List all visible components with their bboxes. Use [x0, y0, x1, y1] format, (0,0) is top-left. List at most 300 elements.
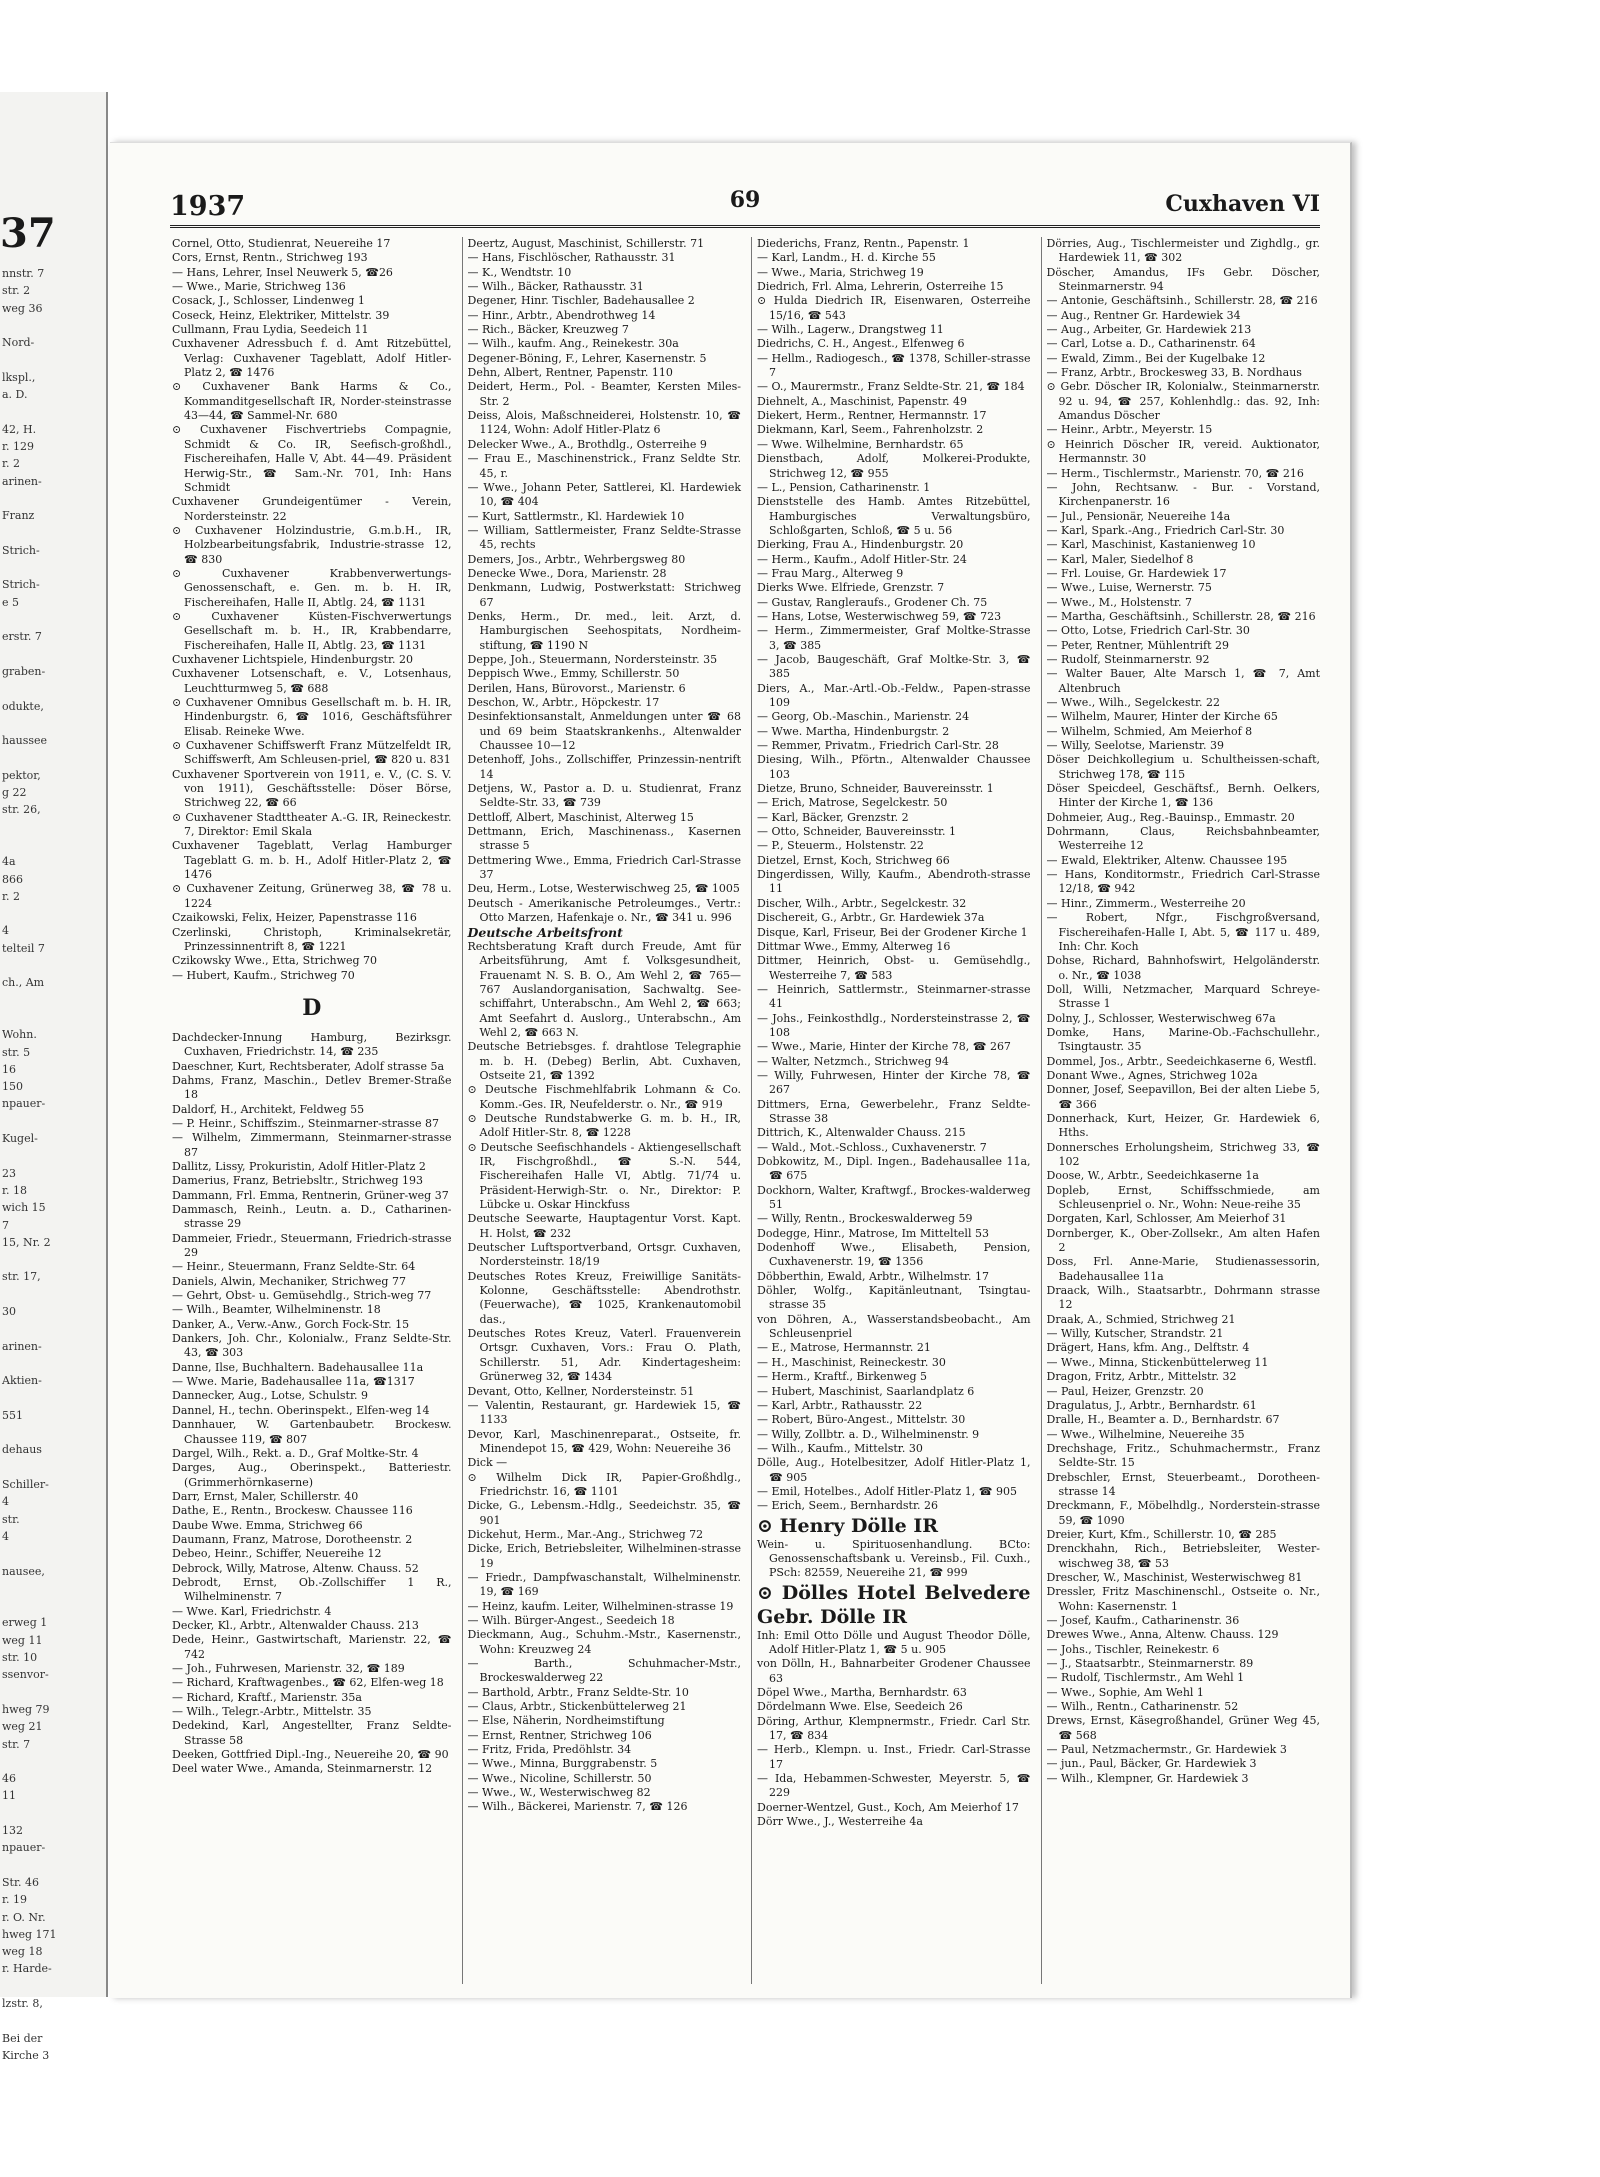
directory-entry: Donnerhack, Kurt, Heizer, Gr. Hardewiek 6, Hths.	[1046, 1111, 1320, 1140]
directory-entry: Damerius, Franz, Betriebsltr., Strichweg 193	[172, 1174, 424, 1188]
directory-entry: — Peter, Rentner, Mühlentrift 29	[1046, 638, 1230, 652]
directory-entry: — Ernst, Rentner, Strichweg 106	[467, 1728, 652, 1742]
directory-entry: ⊙ Heinrich Döscher IR, vereid. Auktionator, Hermannstr. 30	[1046, 437, 1320, 466]
previous-page-text-fragment: weg 11	[2, 1633, 43, 1647]
directory-entry: Dodegge, Hinr., Matrose, Im Mitteltell 53	[757, 1226, 989, 1240]
directory-entry: Deutsches Rotes Kreuz, Vaterl. Frauenverein Ortsgr. Cuxhaven, Vors.: Frau O. Plath, Schillerstr. 51, Adr. Kindertagesheim: Grünerweg 32, ☎ 1434	[467, 1327, 741, 1384]
previous-page-text-fragment: r. 18	[2, 1183, 28, 1197]
directory-entry: — Hans, Konditormstr., Friedrich Carl-Strasse 12/18, ☎ 942	[1046, 868, 1320, 896]
directory-entry: — K., Wendtstr. 10	[467, 265, 572, 279]
directory-entry: Donnersches Erholungsheim, Strichweg 33, ☎ 102	[1046, 1140, 1320, 1168]
previous-page-text-fragment: arinen-	[2, 474, 42, 488]
directory-entry: Cuxhavener Adressbuch f. d. Amt Ritzebüttel, Verlag: Cuxhavener Tageblatt, Adolf Hitler-Platz 2, ☎ 1476	[172, 337, 452, 380]
directory-entry: — Georg, Ob.-Maschin., Marienstr. 24	[757, 710, 970, 724]
directory-entry: Dicke, G., Lebensm.-Hdlg., Seedeichstr. 35, ☎ 901	[467, 1499, 741, 1527]
previous-page-text-fragment: 42, H.	[2, 422, 37, 436]
directory-entry: Dettmering Wwe., Emma, Friedrich Carl-Strasse 37	[467, 853, 741, 882]
previous-page-text-fragment: 4	[2, 1495, 9, 1509]
directory-entry: — Ewald, Elektriker, Altenw. Chaussee 195	[1046, 853, 1288, 867]
directory-entry: — Wwe., Minna, Stickenbüttelerweg 11	[1046, 1355, 1269, 1369]
directory-entry: Dragulatus, J., Arbtr., Bernhardstr. 61	[1046, 1398, 1257, 1412]
directory-entry: Denecke Wwe., Dora, Marienstr. 28	[467, 566, 667, 580]
directory-entry: Doerner-Wentzel, Gust., Koch, Am Meierhof 17	[757, 1800, 1019, 1814]
directory-entry: Dammasch, Reinh., Leutn. a. D., Catharinen-strasse 29	[172, 1203, 452, 1231]
directory-entry: — Rudolf, Steinmarnerstr. 92	[1046, 652, 1210, 666]
directory-entry: Degener, Hinr. Tischler, Badehausallee 2	[467, 294, 695, 308]
directory-entry: Dede, Heinr., Gastwirtschaft, Marienstr. 22, ☎ 742	[172, 1633, 452, 1661]
previous-page-text-fragment: weg 36	[2, 301, 43, 315]
previous-page-text-fragment: erweg 1	[2, 1616, 48, 1630]
directory-entry: Desinfektionsanstalt, Anmeldungen unter ☎ 68 und 69 beim Staatskrankenhs., Altenwalder Chaussee 10—12	[467, 710, 741, 753]
directory-entry: Dördelmann Wwe. Else, Seedeich 26	[757, 1700, 963, 1714]
directory-entry: — Josef, Kaufm., Catharinenstr. 36	[1046, 1614, 1240, 1627]
previous-page-number: 37	[0, 210, 56, 257]
directory-entry: — Walter, Netzmch., Strichweg 94	[757, 1054, 949, 1068]
directory-entry: Dobkowitz, M., Dipl. Ingen., Badehausallee 11a, ☎ 675	[757, 1155, 1031, 1183]
directory-entry: Döpel Wwe., Martha, Bernhardstr. 63	[757, 1686, 967, 1699]
previous-page-text-fragment: odukte,	[2, 699, 44, 713]
previous-page-text-fragment: npauer-	[2, 1097, 46, 1111]
directory-entry: Dorgaten, Karl, Schlosser, Am Meierhof 31	[1046, 1212, 1287, 1226]
directory-entry: — Wilh., Klempner, Gr. Hardewiek 3	[1046, 1771, 1249, 1785]
directory-entry: ⊙ Gebr. Döscher IR, Kolonialw., Steinmarnerstr. 92 u. 94, ☎ 257, Kohlenhdlg.: das. 92, Inh: Amandus Döscher	[1046, 380, 1320, 423]
directory-entry: Draack, Wilh., Staatsarbtr., Dohrmann strasse 12	[1046, 1284, 1320, 1312]
previous-page-text-fragment: lkspl.,	[2, 370, 36, 384]
directory-entry: Dreckmann, F., Möbelhdlg., Norderstein-strasse 59, ☎ 1090	[1046, 1499, 1320, 1527]
previous-page-text-fragment: Aktien-	[2, 1374, 42, 1388]
directory-entry: — Gehrt, Obst- u. Gemüsehdlg., Strich-weg 77	[172, 1289, 432, 1303]
previous-page-text-fragment: 4	[2, 1529, 9, 1543]
directory-entry: Drägert, Hans, kfm. Ang., Delftstr. 4	[1046, 1341, 1250, 1355]
directory-entry: — Hinr., Zimmerm., Westerreihe 20	[1046, 896, 1246, 910]
directory-entry: — Wilh., Rentn., Catharinenstr. 52	[1046, 1700, 1239, 1714]
directory-entry: — E., Matrose, Hermannstr. 21	[757, 1341, 931, 1355]
directory-column-2	[462, 237, 742, 1984]
directory-entry: — Herb., Klempn. u. Inst., Friedr. Carl-Strasse 17	[757, 1743, 1031, 1771]
previous-page-text-fragment: r. O. Nr.	[2, 1910, 46, 1924]
directory-entry: Dommel, Jos., Arbtr., Seedeichkaserne 6, Westfl.	[1046, 1054, 1317, 1068]
directory-entry: Dornberger, K., Ober-Zollsekr., Am alten Hafen 2	[1046, 1226, 1320, 1255]
directory-entry: Deschon, W., Arbtr., Höpckestr. 17	[467, 696, 660, 709]
directory-entry: Deutsche Arbeitsfront	[467, 924, 623, 940]
directory-entry: Diedrichs, C. H., Angest., Elfenweg 6	[757, 337, 965, 351]
directory-entry: — Wilhelm, Zimmermann, Steinmarner-strasse 87	[172, 1131, 452, 1159]
previous-page-text-fragment: r. 19	[2, 1893, 28, 1907]
directory-entry: — Ida, Hebammen-Schwester, Meyerstr. 5, ☎ 229	[757, 1772, 1031, 1800]
directory-entry: Dehn, Albert, Rentner, Papenstr. 110	[467, 366, 673, 380]
directory-entry: Deutsche Seewarte, Hauptagentur Vorst. Kapt. H. Holst, ☎ 232	[467, 1212, 741, 1240]
directory-entry: Devant, Otto, Kellner, Nordersteinstr. 51	[467, 1384, 695, 1398]
directory-entry: Diehnelt, A., Maschinist, Papenstr. 49	[757, 394, 967, 408]
directory-entry: Deppe, Joh., Steuermann, Nordersteinstr. 35	[467, 652, 718, 666]
directory-entry: ⊙ Deutsche Rundstabwerke G. m. b. H., IR, Adolf Hitler-Str. 8, ☎ 1228	[467, 1111, 741, 1140]
directory-entry: ⊙ Cuxhavener Fischvertriebs Compagnie, Schmidt & Co. IR, Seefisch-großhdl., Fischereihafen, Halle V, Abt. 44—49. Präsident Herwig-Str., ☎ Sam.-Nr. 701, Inh: Hans Schmidt	[172, 423, 452, 494]
directory-entry: — Jacob, Baugeschäft, Graf Moltke-Str. 3, ☎ 385	[757, 652, 1031, 681]
directory-entry: Döscher, Amandus, IFs Gebr. Döscher, Steinmarnerstr. 94	[1046, 265, 1320, 294]
directory-entry: — Karl, Maler, Siedelhof 8	[1046, 552, 1194, 566]
directory-entry: Dannhauer, W. Gartenbaubetr. Brockesw. Chaussee 119, ☎ 807	[172, 1418, 452, 1446]
directory-entry: Dienstbach, Adolf, Molkerei-Produkte, Strichweg 12, ☎ 955	[757, 452, 1031, 480]
directory-entry: Dörr Wwe., J., Westerreihe 4a	[757, 1815, 923, 1829]
directory-entry: Dralle, H., Beamter a. D., Bernhardstr. 67	[1046, 1413, 1280, 1427]
directory-column-3	[751, 237, 1031, 1984]
previous-page-text-fragment: npauer-	[2, 1841, 46, 1855]
previous-page-text-fragment: Nord-	[2, 336, 35, 350]
directory-entry: — L., Pension, Catharinenstr. 1	[757, 480, 931, 494]
page-number: 69	[729, 187, 761, 213]
directory-entry: — Willy, Fuhrwesen, Hinter der Kirche 78, ☎ 267	[757, 1068, 1031, 1097]
directory-entry: Decker, Kl., Arbtr., Altenwalder Chauss. 213	[172, 1618, 419, 1632]
directory-entry: Dohmeier, Aug., Reg.-Bauinsp., Emmastr. 20	[1046, 810, 1295, 824]
directory-entry: Rechtsberatung Kraft durch Freude, Amt für Arbeitsführung, Amt f. Volksgesundheit, Frauenamt N. S. B. O., Am Wehl 2, ☎ 765—767 Auslandorganisation, Sachwaltg. See-schiffahrt, Unterabschn., Am Wehl 2, ☎ 663; Amt Seefahrt d. Auslorg., Unterabschn., Am Wehl 2, ☎ 663 N.	[467, 939, 741, 1039]
directory-entry: Drebschler, Ernst, Steuerbeamt., Dorotheen-strasse 14	[1046, 1470, 1320, 1498]
directory-entry: — Wwe., M., Holstenstr. 7	[1046, 595, 1192, 609]
directory-entry: — Heinrich, Sattlermstr., Steinmarner-strasse 41	[757, 982, 1031, 1011]
previous-page-text-fragment: hweg 171	[2, 1927, 57, 1941]
directory-entry: Deiss, Alois, Maßschneiderei, Holstenstr. 10, ☎ 1124, Wohn: Adolf Hitler-Platz 6	[467, 409, 741, 437]
previous-page-text-fragment: nausee,	[2, 1564, 45, 1578]
previous-page-text-fragment: 15, Nr. 2	[2, 1235, 51, 1249]
directory-entry: — Jul., Pensionär, Neuereihe 14a	[1046, 509, 1231, 523]
directory-entry: Dressler, Fritz Maschinenschl., Ostseite o. Nr., Wohn: Kasernenstr. 1	[1046, 1585, 1320, 1613]
directory-entry: Danker, A., Verw.-Anw., Gorch Fock-Str. 15	[172, 1317, 410, 1331]
directory-entry: — Wwe. Wilhelmine, Bernhardstr. 65	[757, 437, 964, 451]
directory-entry: Dannel, H., techn. Oberinspekt., Elfen-weg 14	[172, 1403, 430, 1417]
directory-entry: Doll, Willi, Netzmacher, Marquard Schreye-Strasse 1	[1046, 982, 1320, 1011]
directory-entry: — Herm., Zimmermeister, Graf Moltke-Strasse 3, ☎ 385	[757, 624, 1031, 652]
previous-page-text-fragment: Strich-	[2, 578, 40, 592]
directory-entry: — Hellm., Radiogesch., ☎ 1378, Schiller-strasse 7	[757, 351, 1031, 380]
directory-entry: — Ewald, Zimm., Bei der Kugelbake 12	[1046, 351, 1266, 365]
directory-entry: — Else, Näherin, Nordheimstiftung	[467, 1714, 665, 1728]
directory-column-1	[172, 237, 452, 1984]
directory-entry: — Wwe. Karl, Friedrichstr. 4	[172, 1604, 332, 1618]
previous-page-text-fragment: graben-	[2, 664, 46, 678]
directory-entry: Devor, Karl, Maschinenreparat., Ostseite, fr. Minendepot 15, ☎ 429, Wohn: Neuereihe 36	[467, 1427, 741, 1455]
previous-page-text-fragment: 30	[2, 1305, 16, 1318]
directory-entry: Döring, Arthur, Klempnermstr., Friedr. Carl Str. 17, ☎ 834	[757, 1714, 1031, 1743]
directory-entry: ⊙ Cuxhavener Holzindustrie, G.m.b.H., IR, Holzbearbeitungsfabrik, Industrie-strasse 12, ☎ 830	[172, 523, 452, 566]
directory-entry: Donant Wwe., Agnes, Strichweg 102a	[1046, 1068, 1258, 1082]
previous-page-text-fragment: haussee	[2, 734, 48, 748]
directory-columns	[172, 237, 1320, 1984]
previous-page-fragment	[0, 92, 108, 2062]
directory-entry: Dolny, J., Schlosser, Westerwischweg 67a	[1046, 1011, 1276, 1025]
directory-entry: — Wwe., Nicoline, Schillerstr. 50	[467, 1771, 652, 1785]
directory-entry: Dörries, Aug., Tischlermeister und Zighdlg., gr. Hardewiek 11, ☎ 302	[1046, 237, 1320, 265]
directory-entry: Dathe, E., Rentn., Brockesw. Chaussee 116	[172, 1504, 413, 1518]
previous-page-text-fragment: str. 10	[2, 1651, 38, 1664]
directory-entry: Drenckhahn, Rich., Betriebsleiter, Wester-wischweg 38, ☎ 53	[1046, 1542, 1320, 1570]
directory-entry: — Wwe., Wilh., Segelckestr. 22	[1046, 696, 1220, 709]
directory-entry: — P. Heinr., Schiffszim., Steinmarner-strasse 87	[172, 1116, 439, 1130]
directory-entry: Diers, A., Mar.-Artl.-Ob.-Feldw., Papen-strasse 109	[757, 681, 1031, 709]
directory-entry: — John, Rechtsanw. - Bur. - Vorstand, Kirchenpanerstr. 16	[1046, 480, 1320, 509]
directory-entry: ⊙ Cuxhavener Krabbenverwertungs-Genossenschaft, e. Gen. m. b. H. IR, Fischereihafen, Halle II, Abtlg. 24, ☎ 1131	[172, 566, 452, 609]
directory-entry: — Aug., Arbeiter, Gr. Hardewiek 213	[1046, 323, 1252, 337]
directory-entry: — Martha, Geschäftsinh., Schillerstr. 28, ☎ 216	[1046, 609, 1316, 623]
directory-entry: ⊙ Henry Dölle IR	[757, 1514, 939, 1537]
directory-entry: — Wilh. Bürger-Angest., Seedeich 18	[467, 1614, 675, 1627]
directory-entry: Diederichs, Franz, Rentn., Papenstr. 1	[757, 237, 970, 250]
directory-entry: — Wilh., Bäcker, Rathausstr. 31	[467, 280, 644, 294]
directory-entry: Dargel, Wilh., Rekt. a. D., Graf Moltke-Str. 4	[172, 1446, 419, 1460]
directory-entry: Dittmar Wwe., Emmy, Alterweg 16	[757, 939, 951, 953]
directory-entry: Dietzel, Ernst, Koch, Strichweg 66	[757, 853, 950, 867]
directory-entry: Döser Deichkollegium u. Schultheissen-schaft, Strichweg 178, ☎ 115	[1046, 753, 1320, 781]
directory-entry: — Johs., Feinkosthdlg., Nordersteinstrasse 2, ☎ 108	[757, 1011, 1031, 1039]
directory-entry: Döhler, Wolfg., Kapitänleutnant, Tsingtau-strasse 35	[757, 1284, 1031, 1312]
directory-entry: — Carl, Lotse a. D., Catharinenstr. 64	[1046, 337, 1256, 351]
previous-page-text-fragment: 23	[2, 1166, 16, 1180]
previous-page-text-fragment: 46	[2, 1772, 16, 1786]
previous-page-text-fragment: str. 17,	[2, 1270, 41, 1284]
directory-entry: ⊙ Cuxhavener Bank Harms & Co., Kommanditgesellschaft IR, Norder-steinstrasse 43—44, ☎ Sammel-Nr. 680	[172, 380, 452, 423]
directory-entry: Cosack, J., Schlosser, Lindenweg 1	[172, 294, 365, 308]
previous-page-text-fragment: Kugel-	[2, 1132, 38, 1145]
directory-entry: Dölle, Aug., Hotelbesitzer, Adolf Hitler-Platz 1, ☎ 905	[757, 1456, 1031, 1484]
directory-entry: Danne, Ilse, Buchhaltern. Badehausallee 11a	[172, 1360, 424, 1374]
directory-entry: von Dölln, H., Bahnarbeiter Grodener Chaussee 63	[757, 1657, 1031, 1685]
directory-entry: Döbberthin, Ewald, Arbtr., Wilhelmstr. 17	[757, 1269, 989, 1283]
previous-page-text-fragment: dehaus	[2, 1443, 42, 1457]
directory-entry: — Fritz, Frida, Predöhlstr. 34	[467, 1743, 632, 1757]
previous-page-text-fragment: wich 15	[2, 1201, 46, 1215]
previous-page-text-fragment: telteil 7	[2, 941, 45, 955]
previous-page-text-fragment: lzstr. 8,	[2, 1997, 43, 2010]
directory-entry: Drechshage, Fritz., Schuhmachermstr., Franz Seldte-Str. 15	[1046, 1441, 1320, 1470]
directory-entry: Dreier, Kurt, Kfm., Schillerstr. 10, ☎ 285	[1046, 1527, 1277, 1541]
directory-entry: Dettmann, Erich, Maschinenass., Kasernen strasse 5	[467, 825, 741, 853]
directory-entry: — Hinr., Arbtr., Abendrothweg 14	[467, 308, 656, 322]
previous-page-text-fragment: ssenvor-	[2, 1668, 49, 1682]
directory-entry: ⊙ Cuxhavener Omnibus Gesellschaft m. b. H. IR, Hindenburgstr. 6, ☎ 1016, Geschäftsführer Elisab. Reineke Wwe.	[172, 696, 452, 738]
directory-entry: — Kurt, Sattlermstr., Kl. Hardewiek 10	[467, 509, 685, 523]
directory-entry: — Rudolf, Tischlermstr., Am Wehl 1	[1046, 1671, 1245, 1685]
previous-page-text-fragment: weg 18	[2, 1945, 43, 1959]
directory-entry: — Wwe., W., Westerwischweg 82	[467, 1786, 651, 1800]
previous-page-text-fragment: r. Harde-	[2, 1962, 52, 1976]
directory-entry: — Hans, Lehrer, Insel Neuwerk 5, ☎26	[172, 265, 393, 279]
page-city-title: Cuxhaven VI	[1165, 191, 1320, 217]
directory-entry: — Frau Marg., Alterweg 9	[757, 566, 904, 580]
directory-entry: Diekmann, Karl, Seem., Fahrenholzstr. 2	[757, 423, 984, 437]
previous-page-text-fragment: 551	[2, 1408, 23, 1422]
directory-entry: Dettloff, Albert, Maschinist, Alterweg 15	[467, 810, 694, 824]
directory-entry: Diesing, Wilh., Pförtn., Altenwalder Chaussee 103	[757, 753, 1031, 781]
previous-page-text-fragment: 866	[2, 872, 23, 886]
directory-entry: Dankers, Joh. Chr., Kolonialw., Franz Seldte-Str. 43, ☎ 303	[172, 1332, 452, 1360]
directory-entry: — Wilh., Beamter, Wilhelminenstr. 18	[172, 1303, 381, 1317]
directory-entry: von Döhren, A., Wasserstandsbeobacht., Am Schleusenpriel	[757, 1312, 1031, 1341]
directory-entry: Domke, Hans, Marine-Ob.-Fachschullehr., Tsingtaustr. 35	[1046, 1025, 1320, 1054]
directory-entry: Cors, Ernst, Rentn., Strichweg 193	[172, 251, 368, 265]
directory-entry: Diekert, Herm., Rentner, Hermannstr. 17	[757, 409, 987, 423]
directory-entry: Dieckmann, Aug., Schuhm.-Mstr., Kasernenstr., Wohn: Kreuzweg 24	[467, 1628, 741, 1656]
directory-entry: Delecker Wwe., A., Brothdlg., Osterreihe 9	[467, 437, 707, 451]
directory-entry: — Otto, Schneider, Bauvereinsstr. 1	[757, 825, 957, 839]
directory-entry: Czerlinski, Christoph, Kriminalsekretär, Prinzessinnentrift 8, ☎ 1221	[172, 925, 452, 953]
directory-entry: Dedekind, Karl, Angestellter, Franz Seldte-Strasse 58	[172, 1719, 452, 1747]
directory-entry: Draak, A., Schmied, Strichweg 21	[1046, 1312, 1236, 1326]
directory-entry: — Herm., Kraftf., Birkenweg 5	[757, 1370, 928, 1384]
directory-entry: — Robert, Nfgr., Fischgroßversand, Fischereihafen-Halle I, Abt. 5, ☎ 117 u. 489, Inh: Chr. Koch	[1046, 911, 1320, 953]
directory-entry: — Wwe., Johann Peter, Sattlerei, Kl. Hardewiek 10, ☎ 404	[467, 480, 741, 509]
directory-entry: Disque, Karl, Friseur, Bei der Grodener Kirche 1	[757, 925, 1028, 939]
directory-entry: Cullmann, Frau Lydia, Seedeich 11	[172, 323, 369, 337]
directory-entry: — Gustav, Rangleraufs., Grodener Ch. 75	[757, 595, 988, 609]
directory-entry: — Wilh., kaufm. Ang., Reinekestr. 30a	[467, 337, 679, 351]
directory-entry: — Remmer, Privatm., Friedrich Carl-Str. 28	[757, 739, 999, 753]
directory-entry: Cuxhavener Tageblatt, Verlag Hamburger Tageblatt G. m. b. H., Adolf Hitler-Platz 2, ☎ 1476	[172, 839, 452, 882]
previous-page-text-fragment: Bei der	[2, 2031, 43, 2045]
directory-entry: — Willy, Kutscher, Strandstr. 21	[1046, 1327, 1224, 1341]
directory-entry: Dragon, Fritz, Arbtr., Mittelstr. 32	[1046, 1370, 1237, 1384]
directory-entry: — Wwe. Marie, Badehausallee 11a, ☎1317	[172, 1375, 415, 1389]
directory-entry: — Barthold, Arbtr., Franz Seldte-Str. 10	[467, 1685, 689, 1699]
directory-entry: Dick —	[467, 1456, 508, 1470]
directory-entry: Dammeier, Friedr., Steuermann, Friedrich-strasse 29	[172, 1231, 452, 1260]
directory-entry: — Rich., Bäcker, Kreuzweg 7	[467, 323, 629, 337]
directory-entry: ⊙ Deutsche Fischmehlfabrik Lohmann & Co. Komm.-Ges. IR, Neufelderstr. o. Nr., ☎ 919	[467, 1083, 741, 1111]
directory-entry: Doss, Frl. Anne-Marie, Studienassessorin, Badehausallee 11a	[1046, 1255, 1320, 1283]
directory-entry: Dierks Wwe. Elfriede, Grenzstr. 7	[757, 581, 945, 595]
directory-entry: — Richard, Kraftwagenbes., ☎ 62, Elfen-weg 18	[172, 1676, 444, 1690]
directory-entry: — Heinr., Steuermann, Franz Seldte-Str. 64	[172, 1260, 416, 1274]
directory-entry: — Claus, Arbtr., Stickenbüttelerweg 21	[467, 1700, 687, 1714]
directory-entry: Daniels, Alwin, Mechaniker, Strichweg 77	[172, 1274, 406, 1288]
directory-entry: — Hubert, Kaufm., Strichweg 70	[172, 968, 355, 982]
directory-entry: Debrodt, Ernst, Ob.-Zollschiffer 1 R., Wilhelminenstr. 7	[172, 1575, 452, 1604]
directory-entry: Cuxhavener Lotsenschaft, e. V., Lotsenhaus, Leuchtturmweg 5, ☎ 688	[172, 667, 452, 695]
directory-entry: Coseck, Heinz, Elektriker, Mittelstr. 39	[172, 308, 390, 322]
directory-entry: Deutsches Rotes Kreuz, Freiwillige Sanitäts-Kolonne, Geschäftsstelle: Abendrothstr. (Feuerwache), ☎ 1025, Krankenautomobil das.,	[467, 1269, 741, 1326]
directory-entry: ⊙ Cuxhavener Stadttheater A.-G. IR, Reineckestr. 7, Direktor: Emil Skala	[172, 810, 452, 839]
directory-entry: — Heinr., Arbtr., Meyerstr. 15	[1046, 423, 1213, 437]
directory-entry: — Karl, Arbtr., Rathausstr. 22	[757, 1398, 923, 1412]
directory-entry: — Hans, Lotse, Westerwischweg 59, ☎ 723	[757, 609, 1002, 623]
previous-page-text-fragment: r. 129	[2, 440, 35, 453]
directory-entry: — Wilh., Telegr.-Arbtr., Mittelstr. 35	[172, 1705, 372, 1719]
directory-entry: — Emil, Hotelbes., Adolf Hitler-Platz 1, ☎ 905	[757, 1484, 1017, 1498]
directory-entry: Dahms, Franz, Maschin., Detlev Bremer-Straße 18	[172, 1073, 452, 1102]
directory-entry: — Wilhelm, Maurer, Hinter der Kirche 65	[1046, 710, 1278, 724]
directory-entry: Donner, Josef, Seepavillon, Bei der alten Liebe 5, ☎ 366	[1046, 1083, 1320, 1111]
directory-entry: Dingerdissen, Willy, Kaufm., Abendroth-strasse 11	[757, 868, 1031, 896]
previous-page-text-fragment: g 22	[2, 786, 27, 799]
previous-page-text-fragment: arinen-	[2, 1339, 42, 1353]
previous-page-text-fragment: 132	[2, 1824, 23, 1837]
directory-entry: — Wwe., Marie, Strichweg 136	[172, 280, 346, 294]
directory-entry: Dienststelle des Hamb. Amtes Ritzebüttel, Hamburgisches Verwaltungsbüro, Schloßgarten, Schloß, ☎ 5 u. 56	[757, 495, 1031, 537]
directory-entry: ⊙ Hulda Diedrich IR, Eisenwaren, Osterreihe 15/16, ☎ 543	[757, 294, 1031, 322]
previous-page-text-fragment: weg 21	[2, 1720, 43, 1734]
directory-entry: Dischereit, G., Arbtr., Gr. Hardewiek 37a	[757, 911, 985, 925]
previous-page-text-fragment: 4	[2, 924, 9, 938]
directory-entry: — Hubert, Maschinist, Saarlandplatz 6	[757, 1384, 975, 1398]
previous-page-text-fragment: hweg 79	[2, 1702, 50, 1716]
directory-entry: — Frau E., Maschinenstrick., Franz Seldte Str. 45, r.	[467, 452, 741, 480]
directory-entry: — Richard, Kraftf., Marienstr. 35a	[172, 1690, 362, 1704]
directory-entry: Dohrmann, Claus, Reichsbahnbeamter, Westerreihe 12	[1046, 825, 1320, 853]
directory-entry: — Wwe., Maria, Strichweg 19	[757, 265, 924, 279]
directory-entry: Darges, Aug., Oberinspekt., Batteriestr. (Grimmerhörnkaserne)	[172, 1461, 452, 1489]
previous-page-text-fragment: ch., Am	[2, 976, 45, 990]
directory-page	[110, 142, 1352, 1998]
directory-entry: Denks, Herm., Dr. med., leit. Arzt, d. Hamburgischen Seehospitats, Nordheim-stiftung, ☎ 1190 N	[467, 609, 741, 652]
directory-entry: Darr, Ernst, Maler, Schillerstr. 40	[172, 1489, 359, 1503]
directory-entry: Dohse, Richard, Bahnhofswirt, Helgoländerstr. o. Nr., ☎ 1038	[1046, 954, 1320, 982]
directory-entry: Dittrich, K., Altenwalder Chauss. 215	[757, 1126, 966, 1140]
directory-column-4	[1041, 237, 1321, 1984]
previous-page-text-fragment: Kirche 3	[2, 2048, 50, 2062]
directory-entry: Dodenhoff Wwe., Elisabeth, Pension, Cuxhavenerstr. 19, ☎ 1356	[757, 1241, 1031, 1269]
directory-entry: Dachdecker-Innung Hamburg, Bezirksgr. Cuxhaven, Friedrichstr. 14, ☎ 235	[172, 1030, 452, 1059]
previous-page-text-fragment: e 5	[2, 595, 20, 609]
directory-entry: — Herm., Tischlermstr., Marienstr. 70, ☎ 216	[1046, 466, 1304, 480]
directory-entry: — Paul, Heizer, Grenzstr. 20	[1046, 1384, 1204, 1398]
directory-entry: Deppisch Wwe., Emmy, Schillerstr. 50	[467, 667, 680, 681]
directory-entry: Dietze, Bruno, Schneider, Bauvereinsstr. 1	[757, 782, 994, 796]
directory-entry: Cuxhavener Grundeigentümer - Verein, Nordersteinstr. 22	[172, 495, 452, 523]
directory-entry: — Karl, Spark.-Ang., Friedrich Carl-Str. 30	[1046, 523, 1285, 537]
directory-entry: Debrock, Willy, Matrose, Altenw. Chauss. 52	[172, 1561, 419, 1575]
directory-entry: Drescher, W., Maschinist, Westerwischweg 81	[1046, 1570, 1303, 1584]
directory-entry: Dammann, Frl. Emma, Rentnerin, Grüner-weg 37	[172, 1188, 449, 1202]
section-letter: D	[302, 994, 322, 1021]
previous-page-text-fragment: 4a	[2, 855, 16, 869]
directory-entry: Daube Wwe. Emma, Strichweg 66	[172, 1518, 363, 1532]
directory-entry: Deu, Herm., Lotse, Westerwischweg 25, ☎ 1005	[467, 882, 740, 896]
page-year: 1937	[170, 191, 246, 222]
directory-entry: Diedrich, Frl. Alma, Lehrerin, Osterreihe 15	[757, 280, 1004, 294]
directory-entry: Dicke, Erich, Betriebsleiter, Wilhelminen-strasse 19	[467, 1542, 741, 1570]
directory-entry: Denkmann, Ludwig, Postwerkstatt: Strichweg 67	[467, 581, 741, 609]
directory-entry: Daldorf, H., Architekt, Feldweg 55	[172, 1102, 365, 1116]
directory-entry: — Friedr., Dampfwaschanstalt, Wilhelminenstr. 19, ☎ 169	[467, 1570, 741, 1599]
directory-entry: — Robert, Büro-Angest., Mittelstr. 30	[757, 1413, 966, 1427]
directory-entry: ⊙ Cuxhavener Küsten-Fischverwertungs Gesellschaft m. b. H., IR, Krabbendarre, Fischereihafen, Halle II, Abtlg. 23, ☎ 1131	[172, 609, 452, 652]
directory-entry: Detjens, W., Pastor a. D. u. Studienrat, Franz Seldte-Str. 33, ☎ 739	[467, 782, 741, 810]
directory-entry: Cuxhavener Lichtspiele, Hindenburgstr. 20	[172, 652, 414, 666]
directory-entry: — Johs., Tischler, Reinekestr. 6	[1046, 1642, 1220, 1656]
directory-entry: — jun., Paul, Bäcker, Gr. Hardewiek 3	[1046, 1757, 1257, 1771]
directory-entry: — Karl, Maschinist, Kastanienweg 10	[1046, 538, 1256, 552]
directory-entry: Czikowsky Wwe., Etta, Strichweg 70	[172, 954, 378, 968]
directory-entry: — Frl. Louise, Gr. Hardewiek 17	[1046, 566, 1227, 580]
directory-entry: ⊙ Wilhelm Dick IR, Papier-Großhdlg., Friedrichstr. 16, ☎ 1101	[467, 1470, 741, 1498]
directory-entry: Dittmers, Erna, Gewerbelehr., Franz Seldte-Strasse 38	[757, 1097, 1031, 1125]
previous-page-text-fragment: a. D.	[2, 388, 28, 402]
previous-page-text-fragment: str. 5	[2, 1045, 31, 1059]
previous-page-text-fragment: 16	[2, 1062, 16, 1076]
previous-page-text-fragment: Strich-	[2, 543, 40, 557]
previous-page-text-fragment: Franz	[2, 509, 35, 523]
directory-entry: — Willy, Zollbtr. a. D., Wilhelminenstr. 9	[757, 1427, 980, 1441]
directory-entry: Dierking, Frau A., Hindenburgstr. 20	[757, 538, 964, 552]
directory-entry: Dockhorn, Walter, Kraftwgf., Brockes-walderweg 51	[757, 1183, 1031, 1212]
directory-entry: Döser Speicdeel, Geschäftsf., Bernh. Oelkers, Hinter der Kirche 1, ☎ 136	[1046, 782, 1320, 810]
directory-entry: Drews, Ernst, Käsegroßhandel, Grüner Weg 45, ☎ 568	[1046, 1714, 1320, 1742]
directory-entry: ⊙ Cuxhavener Zeitung, Grünerweg 38, ☎ 78 u. 1224	[172, 882, 452, 910]
directory-entry: — Barth., Schuhmacher-Mstr., Brockeswalderweg 22	[467, 1657, 741, 1685]
directory-entry: ⊙ Cuxhavener Schiffswerft Franz Mützelfeldt IR, Schiffswerft, Am Schleusen-priel, ☎ 820 u. 831	[172, 739, 452, 767]
previous-page-text-fragment: pektor,	[2, 768, 41, 782]
directory-entry: Inh: Emil Otto Dölle und August Theodor Dölle, Adolf Hitler-Platz 1, ☎ 5 u. 905	[757, 1628, 1031, 1656]
directory-entry: — Willy, Rentn., Brockeswalderweg 59	[757, 1212, 973, 1226]
directory-entry: Deutscher Luftsportverband, Ortsgr. Cuxhaven, Nordersteinstr. 18/19	[467, 1241, 741, 1269]
directory-entry: Doose, W., Arbtr., Seedeichkaserne 1a	[1046, 1169, 1259, 1183]
